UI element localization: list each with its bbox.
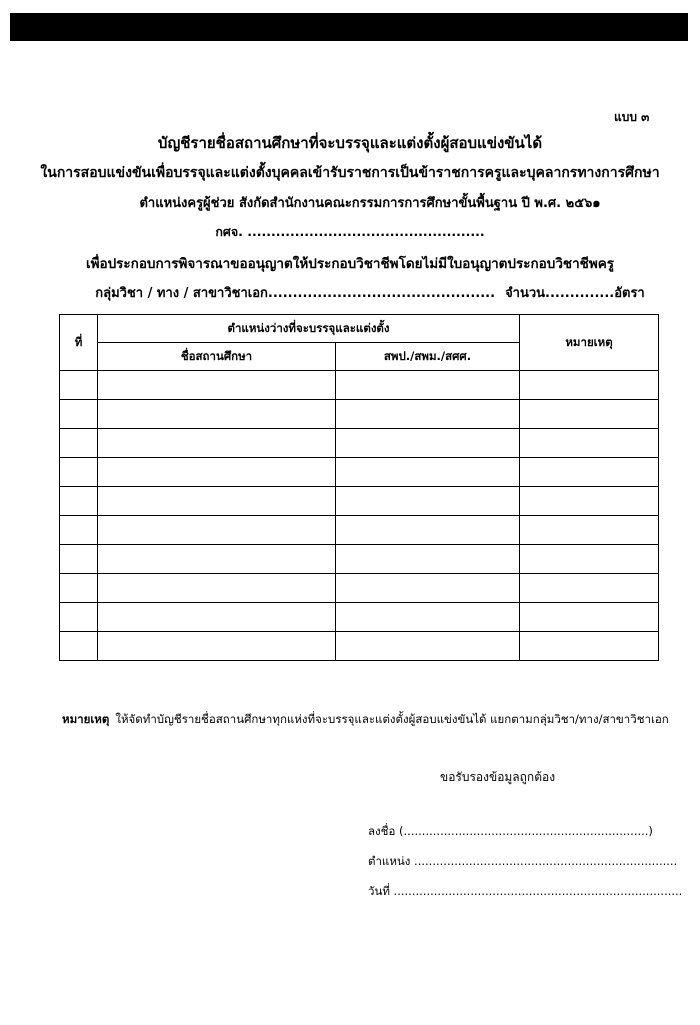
- footnote: [62, 711, 669, 729]
- title-line-2: ในการสอบแข่งขันเพื่อบรรจุและแต่งตั้งบุคคลเข้ารับราชการเป็นข้าราชการครูและบุคลากรทางการศึกษา: [40, 165, 660, 181]
- header-area: สพป./สพม./สศศ.: [336, 343, 520, 371]
- cell-school: [98, 371, 336, 400]
- form-number: แบบ ๓: [614, 110, 650, 124]
- cell-school: [98, 429, 336, 458]
- cell-remark: [520, 603, 659, 632]
- cell-area: [336, 487, 520, 516]
- cell-no: [60, 429, 98, 458]
- cell-area: [336, 545, 520, 574]
- table-row: [60, 487, 659, 516]
- table-row: [60, 458, 659, 487]
- title-line-3: ตำแหน่งครูผู้ช่วย สังกัดสำนักงานคณะกรรมการการศึกษาขั้นพื้นฐาน ปี พ.ศ. ๒๕๖๑: [139, 196, 601, 211]
- cell-remark: [520, 632, 659, 661]
- cell-area: [336, 632, 520, 661]
- table-row: [60, 371, 659, 400]
- vacancy-table: [59, 314, 659, 661]
- cell-no: [60, 516, 98, 545]
- cell-area: [336, 603, 520, 632]
- position-field: ตำแหน่ง ........................................................................: [368, 854, 678, 868]
- cell-remark: [520, 458, 659, 487]
- footnote-label: หมายเหตุ: [62, 712, 110, 726]
- cell-school: [98, 400, 336, 429]
- header-vacancy-group: ตำแหน่งว่างที่จะบรรจุและแต่งตั้ง: [98, 315, 520, 343]
- header-remark: หมายเหตุ: [520, 315, 659, 371]
- cell-no: [60, 603, 98, 632]
- cell-no: [60, 574, 98, 603]
- cell-area: [336, 458, 520, 487]
- table-row: [60, 516, 659, 545]
- cell-school: [98, 458, 336, 487]
- table-row: [60, 574, 659, 603]
- footnote-text: ให้จัดทำบัญชีรายชื่อสถานศึกษาทุกแห่งที่จะบรรจุและแต่งตั้งผู้สอบแข่งขันได้ แยกตามกลุ่มวิชา/ทาง/สาขาวิชาเอก: [115, 712, 669, 726]
- cell-school: [98, 545, 336, 574]
- cell-area: [336, 574, 520, 603]
- table-row: [60, 429, 659, 458]
- title-line-1: บัญชีรายชื่อสถานศึกษาที่จะบรรจุและแต่งตั้งผู้สอบแข่งขันได้: [157, 134, 543, 152]
- cell-school: [98, 487, 336, 516]
- cell-no: [60, 487, 98, 516]
- scan-black-bar: [10, 13, 688, 41]
- cell-area: [336, 371, 520, 400]
- cell-no: [60, 458, 98, 487]
- cell-school: [98, 603, 336, 632]
- cell-school: [98, 574, 336, 603]
- cell-no: [60, 371, 98, 400]
- subject-count-line: [20, 282, 700, 303]
- cell-no: [60, 545, 98, 574]
- cell-area: [336, 400, 520, 429]
- cell-remark: [520, 371, 659, 400]
- cell-remark: [520, 429, 659, 458]
- cell-school: [98, 632, 336, 661]
- title-line-5: เพื่อประกอบการพิจารณาขออนุญาตให้ประกอบวิชาชีพโดยไม่มีใบอนุญาตประกอบวิชาชีพครู: [85, 256, 615, 272]
- cell-remark: [520, 574, 659, 603]
- cell-remark: [520, 400, 659, 429]
- cell-remark: [520, 516, 659, 545]
- header-school: ชื่อสถานศึกษา: [98, 343, 336, 371]
- subject-field: กลุ่มวิชา / ทาง / สาขาวิชาเอก..............................................: [95, 286, 496, 301]
- certification-text: ขอรับรองข้อมูลถูกต้อง: [440, 770, 556, 784]
- cell-area: [336, 429, 520, 458]
- table-row: [60, 400, 659, 429]
- cell-no: [60, 632, 98, 661]
- cell-remark: [520, 545, 659, 574]
- cell-no: [60, 400, 98, 429]
- count-field: จำนวน..............อัตรา: [505, 286, 645, 301]
- table-row: [60, 603, 659, 632]
- office-field: กศจ. ..................................................: [215, 224, 485, 239]
- table-row: [60, 545, 659, 574]
- cell-remark: [520, 487, 659, 516]
- header-number: ที่: [60, 315, 98, 371]
- cell-area: [336, 516, 520, 545]
- signature-field: ลงชื่อ (...................................................................): [368, 824, 653, 838]
- table-row: [60, 632, 659, 661]
- cell-school: [98, 516, 336, 545]
- date-field: วันที่ ...............................................................................: [368, 884, 683, 898]
